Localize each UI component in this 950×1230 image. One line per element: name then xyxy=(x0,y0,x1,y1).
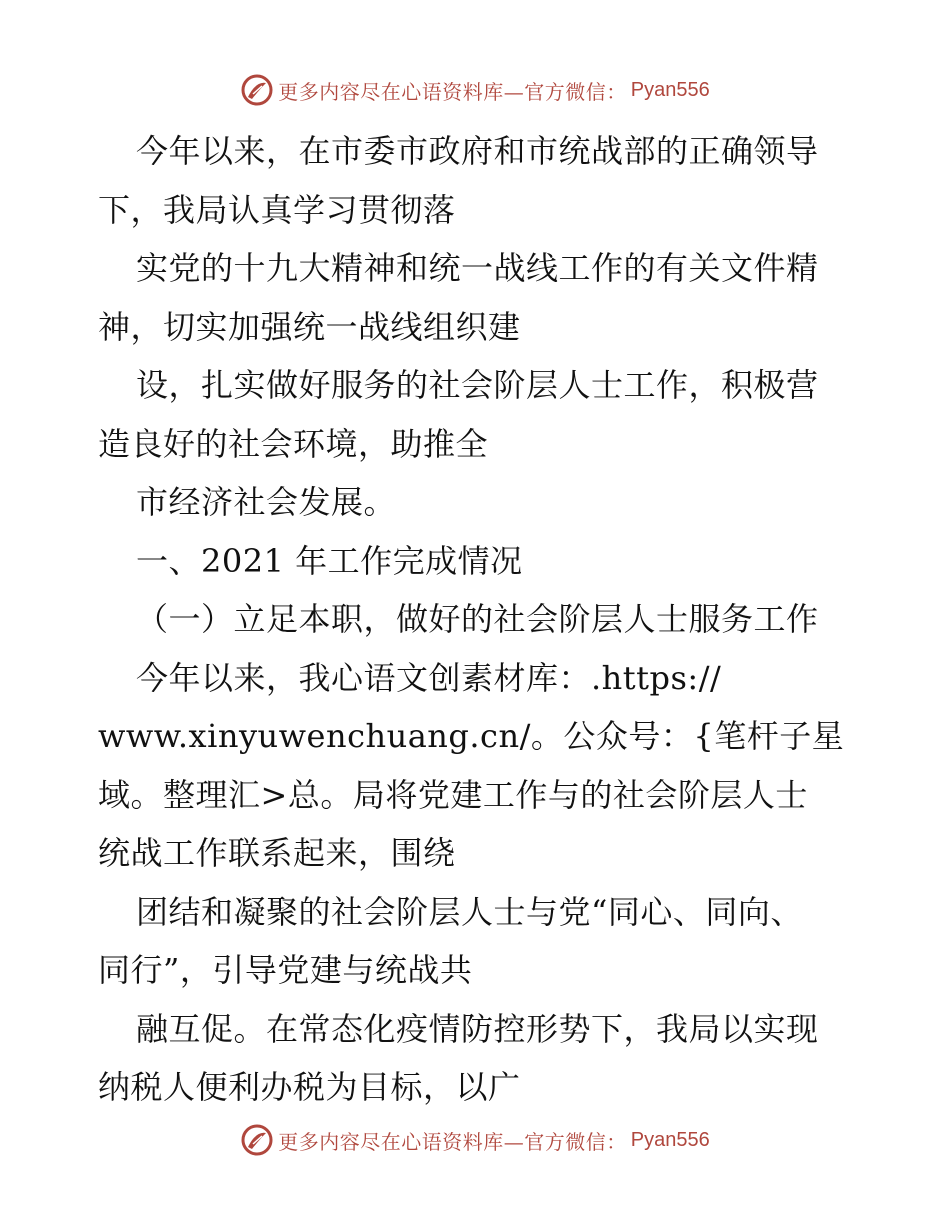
text-line: 造良好的社会环境，助推全 xyxy=(98,424,489,463)
text-line: 同行”，引导党建与统战共 xyxy=(98,951,473,989)
document-body xyxy=(98,122,858,1117)
text-line: 下，我局认真学习贯彻落 xyxy=(98,190,456,229)
watermark-wechat-id: Pyan556 xyxy=(630,78,710,101)
text-line: 神，切实加强统一战线组织建 xyxy=(98,307,521,346)
watermark-wechat-id: Pyan556 xyxy=(630,1128,710,1151)
text-line: 今年以来，在市委市政府和市统战部的正确领导 xyxy=(136,132,819,170)
text-line: 设，扎实做好服务的社会阶层人士工作，积极营 xyxy=(136,366,819,404)
text-line: 融互促。在常态化疫情防控形势下，我局以实现 xyxy=(136,1009,819,1048)
pen-logo-icon xyxy=(240,1123,274,1157)
watermark-footer xyxy=(0,1120,950,1160)
watermark-text: 更多内容尽在心语资料库—官方微信： xyxy=(278,1129,627,1154)
text-line-url: www.xinyuwenchuang.cn/。公众号：{笔杆子星 xyxy=(98,717,845,755)
text-line: 实党的十九大精神和统一战线工作的有关文件精 xyxy=(136,249,819,287)
section-heading: 一、2021 年工作完成情况 xyxy=(136,541,523,580)
text-line: 团结和凝聚的社会阶层人士与党“同心、同向、 xyxy=(136,892,803,931)
text-line: 统战工作联系起来，围绕 xyxy=(98,834,456,872)
text-line: 今年以来，我心语文创素材库：.https:// xyxy=(136,658,722,697)
watermark-header xyxy=(0,70,950,110)
watermark-text: 更多内容尽在心语资料库—官方微信： xyxy=(278,79,627,104)
text-line: 市经济社会发展。 xyxy=(136,483,397,521)
subsection-heading: （一）立足本职，做好的社会阶层人士服务工作 xyxy=(136,600,819,638)
pen-logo-icon xyxy=(240,73,274,107)
text-line: 纳税人便利办税为目标，以广 xyxy=(98,1068,521,1106)
text-line: 域。整理汇>总。局将党建工作与的社会阶层人士 xyxy=(98,775,808,814)
